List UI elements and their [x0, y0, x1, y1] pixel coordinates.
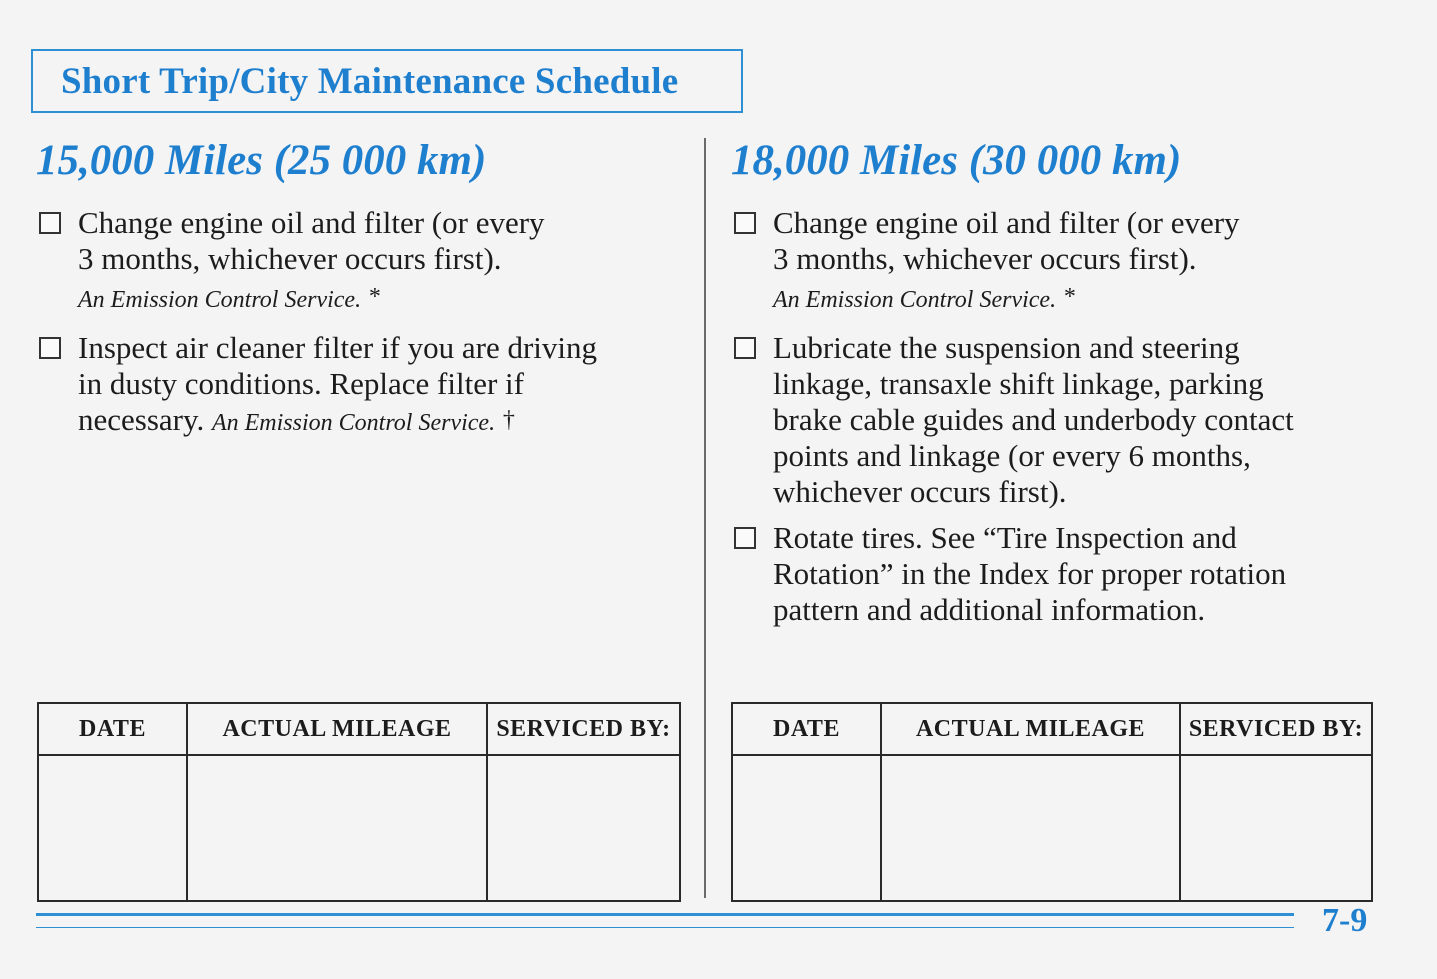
column-divider — [704, 138, 706, 898]
emission-service-note: An Emission Control Service. — [773, 287, 1057, 313]
checkbox[interactable] — [734, 337, 756, 359]
serviced-by-header: SERVICED BY: — [1180, 703, 1372, 755]
checkbox[interactable] — [39, 337, 61, 359]
serviced-by-cell[interactable] — [1180, 755, 1372, 901]
item-text: Rotate tires. See “Tire Inspection and Rotation” in the Index for proper rotation pattern and additional information. — [773, 520, 1287, 627]
serviced-by-cell[interactable] — [487, 755, 680, 901]
footer-rule — [36, 913, 1294, 933]
checklist-item — [731, 330, 1381, 510]
checkbox[interactable] — [734, 212, 756, 234]
date-cell[interactable] — [732, 755, 881, 901]
checkbox[interactable] — [39, 212, 61, 234]
service-log-table-right — [731, 702, 1373, 902]
serviced-by-header: SERVICED BY: — [487, 703, 680, 755]
checklist-item — [36, 205, 686, 320]
footnote-mark: * — [368, 284, 381, 310]
footnote-mark: † — [502, 407, 515, 433]
checklist-item — [731, 205, 1381, 320]
mileage-cell[interactable] — [187, 755, 487, 901]
date-header: DATE — [38, 703, 187, 755]
date-header: DATE — [732, 703, 881, 755]
checklist-item — [36, 330, 686, 441]
mileage-cell[interactable] — [881, 755, 1180, 901]
emission-service-note: An Emission Control Service. — [211, 410, 496, 436]
right-column — [731, 135, 1381, 638]
item-text: Change engine oil and filter (or every 3 months, whichever occurs first). An Emission Control Service. * — [773, 205, 1240, 313]
page-title: Short Trip/City Maintenance Schedule — [61, 60, 679, 102]
mileage-heading-15000: 15,000 Miles (25 000 km) — [36, 137, 487, 184]
item-text: Lubricate the suspension and steering linkage, transaxle shift linkage, parking brake cable guides and underbody contact points and linkage (or every 6 months, whichever occurs first). — [773, 330, 1294, 509]
left-column — [36, 135, 686, 451]
item-text: Change engine oil and filter (or every 3 months, whichever occurs first). An Emission Control Service. * — [78, 205, 545, 313]
actual-mileage-header: ACTUAL MILEAGE — [881, 703, 1180, 755]
date-cell[interactable] — [38, 755, 187, 901]
page-number: 7-9 — [1322, 902, 1368, 939]
checkbox[interactable] — [734, 527, 756, 549]
actual-mileage-header: ACTUAL MILEAGE — [187, 703, 487, 755]
schedule-title-box — [31, 49, 743, 113]
emission-service-note: An Emission Control Service. — [78, 287, 362, 313]
service-log-table-left — [37, 702, 681, 902]
mileage-heading-18000: 18,000 Miles (30 000 km) — [731, 137, 1182, 184]
footnote-mark: * — [1063, 284, 1076, 310]
item-text: Inspect air cleaner filter if you are driving in dusty conditions. Replace filter if necessary. An Emission Control Service. † — [78, 330, 598, 437]
checklist-item — [731, 520, 1381, 628]
